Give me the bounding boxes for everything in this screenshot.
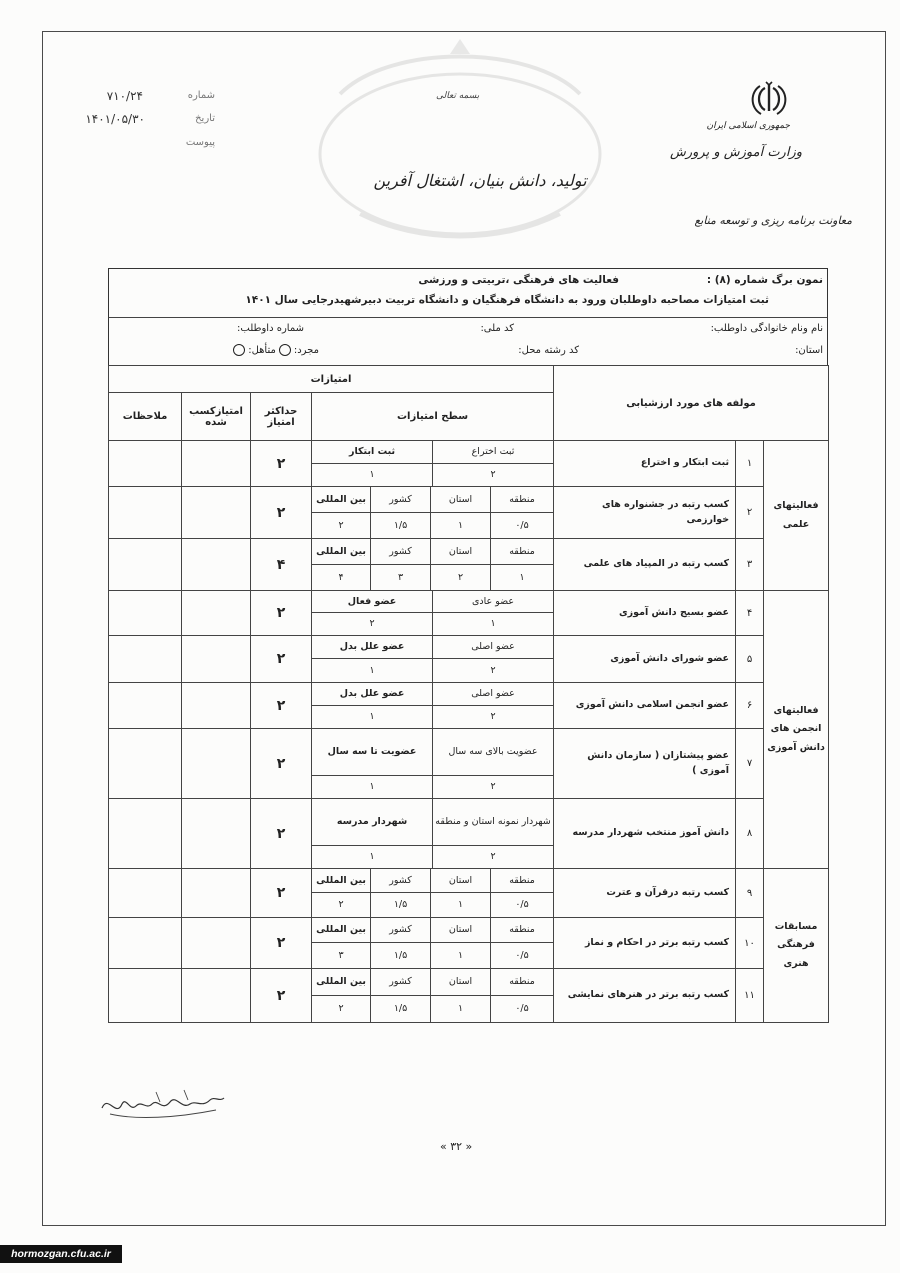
- page-number: « ۳۲ »: [440, 1140, 473, 1153]
- score-levels-cell: [312, 539, 554, 591]
- group-label: فعالیتهای انجمن های دانش آموزی: [764, 591, 829, 869]
- level-name: عضو فعال: [312, 591, 432, 613]
- level-score: ۱/۵: [370, 996, 430, 1023]
- level-name: منطقه: [490, 539, 553, 565]
- criterion-label: کسب رتبه در المپیاد های علمی: [554, 539, 736, 591]
- level-name: منطقه: [490, 918, 553, 943]
- level-name: بین المللی: [312, 487, 370, 513]
- level-score: ۲: [338, 1003, 344, 1015]
- score-levels-cell: [312, 636, 554, 683]
- criterion-label: کسب رتبه برتر در هنرهای نمایشی: [554, 969, 736, 1023]
- row-number: ۳: [736, 539, 764, 591]
- level-name: ثبت ابتکار: [312, 441, 432, 464]
- scores-table-body: [109, 441, 829, 1023]
- score-levels-cell: [312, 918, 554, 969]
- max-score: ۴: [251, 539, 312, 591]
- level-name: استان: [430, 918, 490, 943]
- score-levels-grid: [312, 636, 553, 682]
- group-label: مسابقات فرهنگی هنری: [764, 869, 829, 1023]
- level-score: ۲: [432, 659, 553, 682]
- row-number: ۶: [736, 683, 764, 729]
- bismillah-heading: بسمه تعالی: [436, 91, 480, 101]
- score-levels-grid: [312, 799, 553, 868]
- level-name: عضو اصلی: [432, 636, 553, 659]
- level-score: ۲: [430, 565, 490, 591]
- ministry-name: وزارت آموزش و پرورش: [669, 145, 802, 160]
- score-levels-cell: [312, 487, 554, 539]
- table-row: [109, 539, 829, 591]
- handwritten-signature: [96, 1082, 230, 1126]
- level-score: ۱: [432, 613, 553, 635]
- table-row: [109, 487, 829, 539]
- level-score: ۱/۵: [370, 943, 430, 968]
- level-score: ۰/۵: [490, 893, 553, 917]
- letter-date-label: تاریخ: [195, 113, 215, 124]
- criterion-label: عضو پیشتازان ( سازمان دانش آموزی ): [554, 729, 736, 799]
- earned-score-field: [182, 636, 251, 683]
- table-row: [109, 683, 829, 729]
- remarks-field: [109, 591, 182, 636]
- level-score: ۱: [490, 565, 553, 591]
- level-name: شهردار مدرسه: [312, 799, 432, 846]
- earned-score-field: [182, 539, 251, 591]
- level-score: ۱: [369, 711, 375, 723]
- level-name: عضویت بالای سه سال: [432, 729, 553, 776]
- level-score: ۳: [338, 949, 344, 961]
- level-name: بین المللی: [312, 869, 370, 893]
- level-score: ۱: [430, 996, 490, 1023]
- marital-status-group: [233, 344, 319, 356]
- score-levels-grid: [312, 729, 553, 798]
- candidate-name-label: نام ونام خانوادگی داوطلب:: [710, 323, 823, 334]
- criterion-label: دانش آموز منتخب شهردار مدرسه: [554, 799, 736, 869]
- level-name: ثبت اختراع: [432, 441, 553, 464]
- criterion-label: کسب رتبه برتر در احکام و نماز: [554, 918, 736, 969]
- score-levels-grid: [312, 969, 553, 1022]
- criterion-label: ثبت ابتکار و اختراع: [554, 441, 736, 487]
- row-number: ۱۱: [736, 969, 764, 1023]
- level-name: استان: [430, 539, 490, 565]
- level-score: ۱/۵: [370, 893, 430, 917]
- criterion-label: کسب رتبه در جشنواره های خوارزمی: [554, 487, 736, 539]
- level-score: ۱: [430, 513, 490, 539]
- single-radio: [279, 344, 291, 356]
- score-levels-cell: [312, 683, 554, 729]
- level-score: ۲: [432, 464, 553, 487]
- letter-date-value: ۱۴۰۱/۰۵/۳۰: [85, 112, 145, 126]
- score-levels-cell: [312, 869, 554, 918]
- remarks-field: [109, 487, 182, 539]
- remarks-header: ملاحظات: [109, 393, 182, 441]
- level-name: استان: [430, 869, 490, 893]
- row-number: ۷: [736, 729, 764, 799]
- level-name: کشور: [370, 487, 430, 513]
- candidate-number-label: شماره داوطلب:: [237, 323, 304, 334]
- max-score: ۲: [251, 487, 312, 539]
- remarks-field: [109, 636, 182, 683]
- married-label: متأهل:: [248, 344, 276, 356]
- table-row: [109, 441, 829, 487]
- attachment-label: پیوست: [185, 137, 215, 148]
- letter-number-value: ۷۱۰/۲۴: [106, 89, 143, 103]
- table-row: [109, 799, 829, 869]
- table-row: [109, 869, 829, 918]
- remarks-field: [109, 729, 182, 799]
- letter-number-label: شماره: [187, 90, 215, 101]
- remarks-field: [109, 441, 182, 487]
- level-name: استان: [430, 969, 490, 996]
- level-score: ۰/۵: [490, 513, 553, 539]
- score-levels-cell: [312, 799, 554, 869]
- level-name: عضویت تا سه سال: [312, 729, 432, 776]
- level-name: عضو علل بدل: [312, 636, 432, 659]
- level-name: عضو عادی: [432, 591, 553, 613]
- remarks-field: [109, 799, 182, 869]
- table-row: [109, 729, 829, 799]
- level-name: بین المللی: [312, 969, 370, 996]
- level-score: ۰/۵: [490, 996, 553, 1023]
- level-score: ۲: [338, 899, 344, 911]
- single-label: مجرد:: [293, 344, 319, 356]
- max-score: ۲: [251, 636, 312, 683]
- level-score: ۱/۵: [370, 513, 430, 539]
- table-row: [109, 636, 829, 683]
- level-name: کشور: [370, 918, 430, 943]
- level-name: عضو علل بدل: [312, 683, 432, 706]
- score-levels-cell: [312, 441, 554, 487]
- table-row: [109, 591, 829, 636]
- row-number: ۴: [736, 591, 764, 636]
- scores-table: [108, 365, 829, 1023]
- earned-score-field: [182, 969, 251, 1023]
- score-levels-grid: [312, 683, 553, 728]
- criteria-header: مولفه های مورد ارزشیابی: [554, 366, 829, 441]
- level-name: شهردار نمونه استان و منطقه: [432, 799, 553, 846]
- level-name: منطقه: [490, 969, 553, 996]
- level-score: ۱: [369, 781, 375, 793]
- remarks-field: [109, 918, 182, 969]
- earned-score-field: [182, 683, 251, 729]
- max-score: ۲: [251, 729, 312, 799]
- level-score: ۲: [369, 618, 375, 630]
- score-levels-cell: [312, 591, 554, 636]
- remarks-field: [109, 969, 182, 1023]
- country-name: جمهوری اسلامی ایران: [706, 121, 790, 131]
- score-levels-cell: [312, 729, 554, 799]
- form-subtitle: ثبت امتیازات مصاحبه داوطلبان ورود به دانشگاه فرهنگیان و دانشگاه تربیت دبیرشهیدرجایی سال ۱۴۰۱: [245, 294, 769, 306]
- form-topic: فعالیت های فرهنگی ،تربیتی و ورزشی: [418, 274, 619, 286]
- max-score: ۲: [251, 799, 312, 869]
- earned-score-field: [182, 799, 251, 869]
- slogan-background-ornament: [300, 34, 620, 254]
- scores-header: امتیازات: [109, 366, 554, 393]
- level-name: منطقه: [490, 487, 553, 513]
- level-score: ۲: [432, 776, 553, 798]
- level-name: استان: [430, 487, 490, 513]
- national-code-label: کد ملی:: [480, 323, 514, 334]
- earned-score-field: [182, 441, 251, 487]
- candidate-info-box: [108, 318, 828, 365]
- level-score: ۳: [370, 565, 430, 591]
- province-label: استان:: [795, 345, 823, 356]
- remarks-field: [109, 683, 182, 729]
- field-code-label: کد رشته محل:: [518, 345, 579, 356]
- max-score: ۲: [251, 591, 312, 636]
- level-score: ۲: [338, 519, 344, 531]
- criterion-label: عضو انجمن اسلامی دانش آموزی: [554, 683, 736, 729]
- row-number: ۲: [736, 487, 764, 539]
- form-number: نمون برگ شماره (۸) :: [706, 274, 823, 286]
- levels-header: سطح امتیازات: [312, 393, 554, 441]
- score-levels-grid: [312, 539, 553, 590]
- row-number: ۱۰: [736, 918, 764, 969]
- table-header-row: [109, 366, 829, 393]
- criterion-label: عضو بسیج دانش آموزی: [554, 591, 736, 636]
- score-levels-grid: [312, 441, 553, 486]
- row-number: ۸: [736, 799, 764, 869]
- level-score: ۴: [338, 571, 344, 583]
- score-levels-grid: [312, 869, 553, 917]
- year-slogan: تولید، دانش بنیان، اشتغال آفرین: [373, 171, 587, 190]
- max-score-header: حداکثر امتیاز: [251, 393, 312, 441]
- iran-emblem-icon: [748, 80, 790, 118]
- earned-score-header: امتیازکسب شده: [182, 393, 251, 441]
- level-name: کشور: [370, 969, 430, 996]
- level-name: عضو اصلی: [432, 683, 553, 706]
- remarks-field: [109, 869, 182, 918]
- row-number: ۱: [736, 441, 764, 487]
- score-levels-cell: [312, 969, 554, 1023]
- level-name: بین المللی: [312, 539, 370, 565]
- max-score: ۲: [251, 918, 312, 969]
- source-watermark: hormozgan.cfu.ac.ir: [0, 1245, 122, 1263]
- criterion-label: عضو شورای دانش آموزی: [554, 636, 736, 683]
- level-score: ۱: [369, 469, 375, 481]
- max-score: ۲: [251, 683, 312, 729]
- earned-score-field: [182, 869, 251, 918]
- form-title-box: [108, 268, 828, 318]
- score-levels-grid: [312, 487, 553, 538]
- level-score: ۲: [432, 706, 553, 729]
- earned-score-field: [182, 918, 251, 969]
- married-radio: [233, 344, 245, 356]
- score-levels-grid: [312, 591, 553, 635]
- level-name: منطقه: [490, 869, 553, 893]
- deputy-office-name: معاونت برنامه ریزی و توسعه منابع: [694, 214, 852, 227]
- max-score: ۲: [251, 969, 312, 1023]
- criterion-label: کسب رتبه درقرآن و عترت: [554, 869, 736, 918]
- level-score: ۰/۵: [490, 943, 553, 968]
- level-score: ۱: [430, 893, 490, 917]
- level-score: ۱: [430, 943, 490, 968]
- earned-score-field: [182, 487, 251, 539]
- table-row: [109, 918, 829, 969]
- max-score: ۲: [251, 441, 312, 487]
- score-levels-grid: [312, 918, 553, 968]
- level-score: ۲: [432, 846, 553, 868]
- earned-score-field: [182, 729, 251, 799]
- group-label: فعالیتهای علمی: [764, 441, 829, 591]
- row-number: ۵: [736, 636, 764, 683]
- earned-score-field: [182, 591, 251, 636]
- level-name: بین المللی: [312, 918, 370, 943]
- table-row: [109, 969, 829, 1023]
- level-score: ۱: [369, 851, 375, 863]
- level-name: کشور: [370, 539, 430, 565]
- level-score: ۱: [369, 664, 375, 676]
- level-name: کشور: [370, 869, 430, 893]
- row-number: ۹: [736, 869, 764, 918]
- remarks-field: [109, 539, 182, 591]
- max-score: ۲: [251, 869, 312, 918]
